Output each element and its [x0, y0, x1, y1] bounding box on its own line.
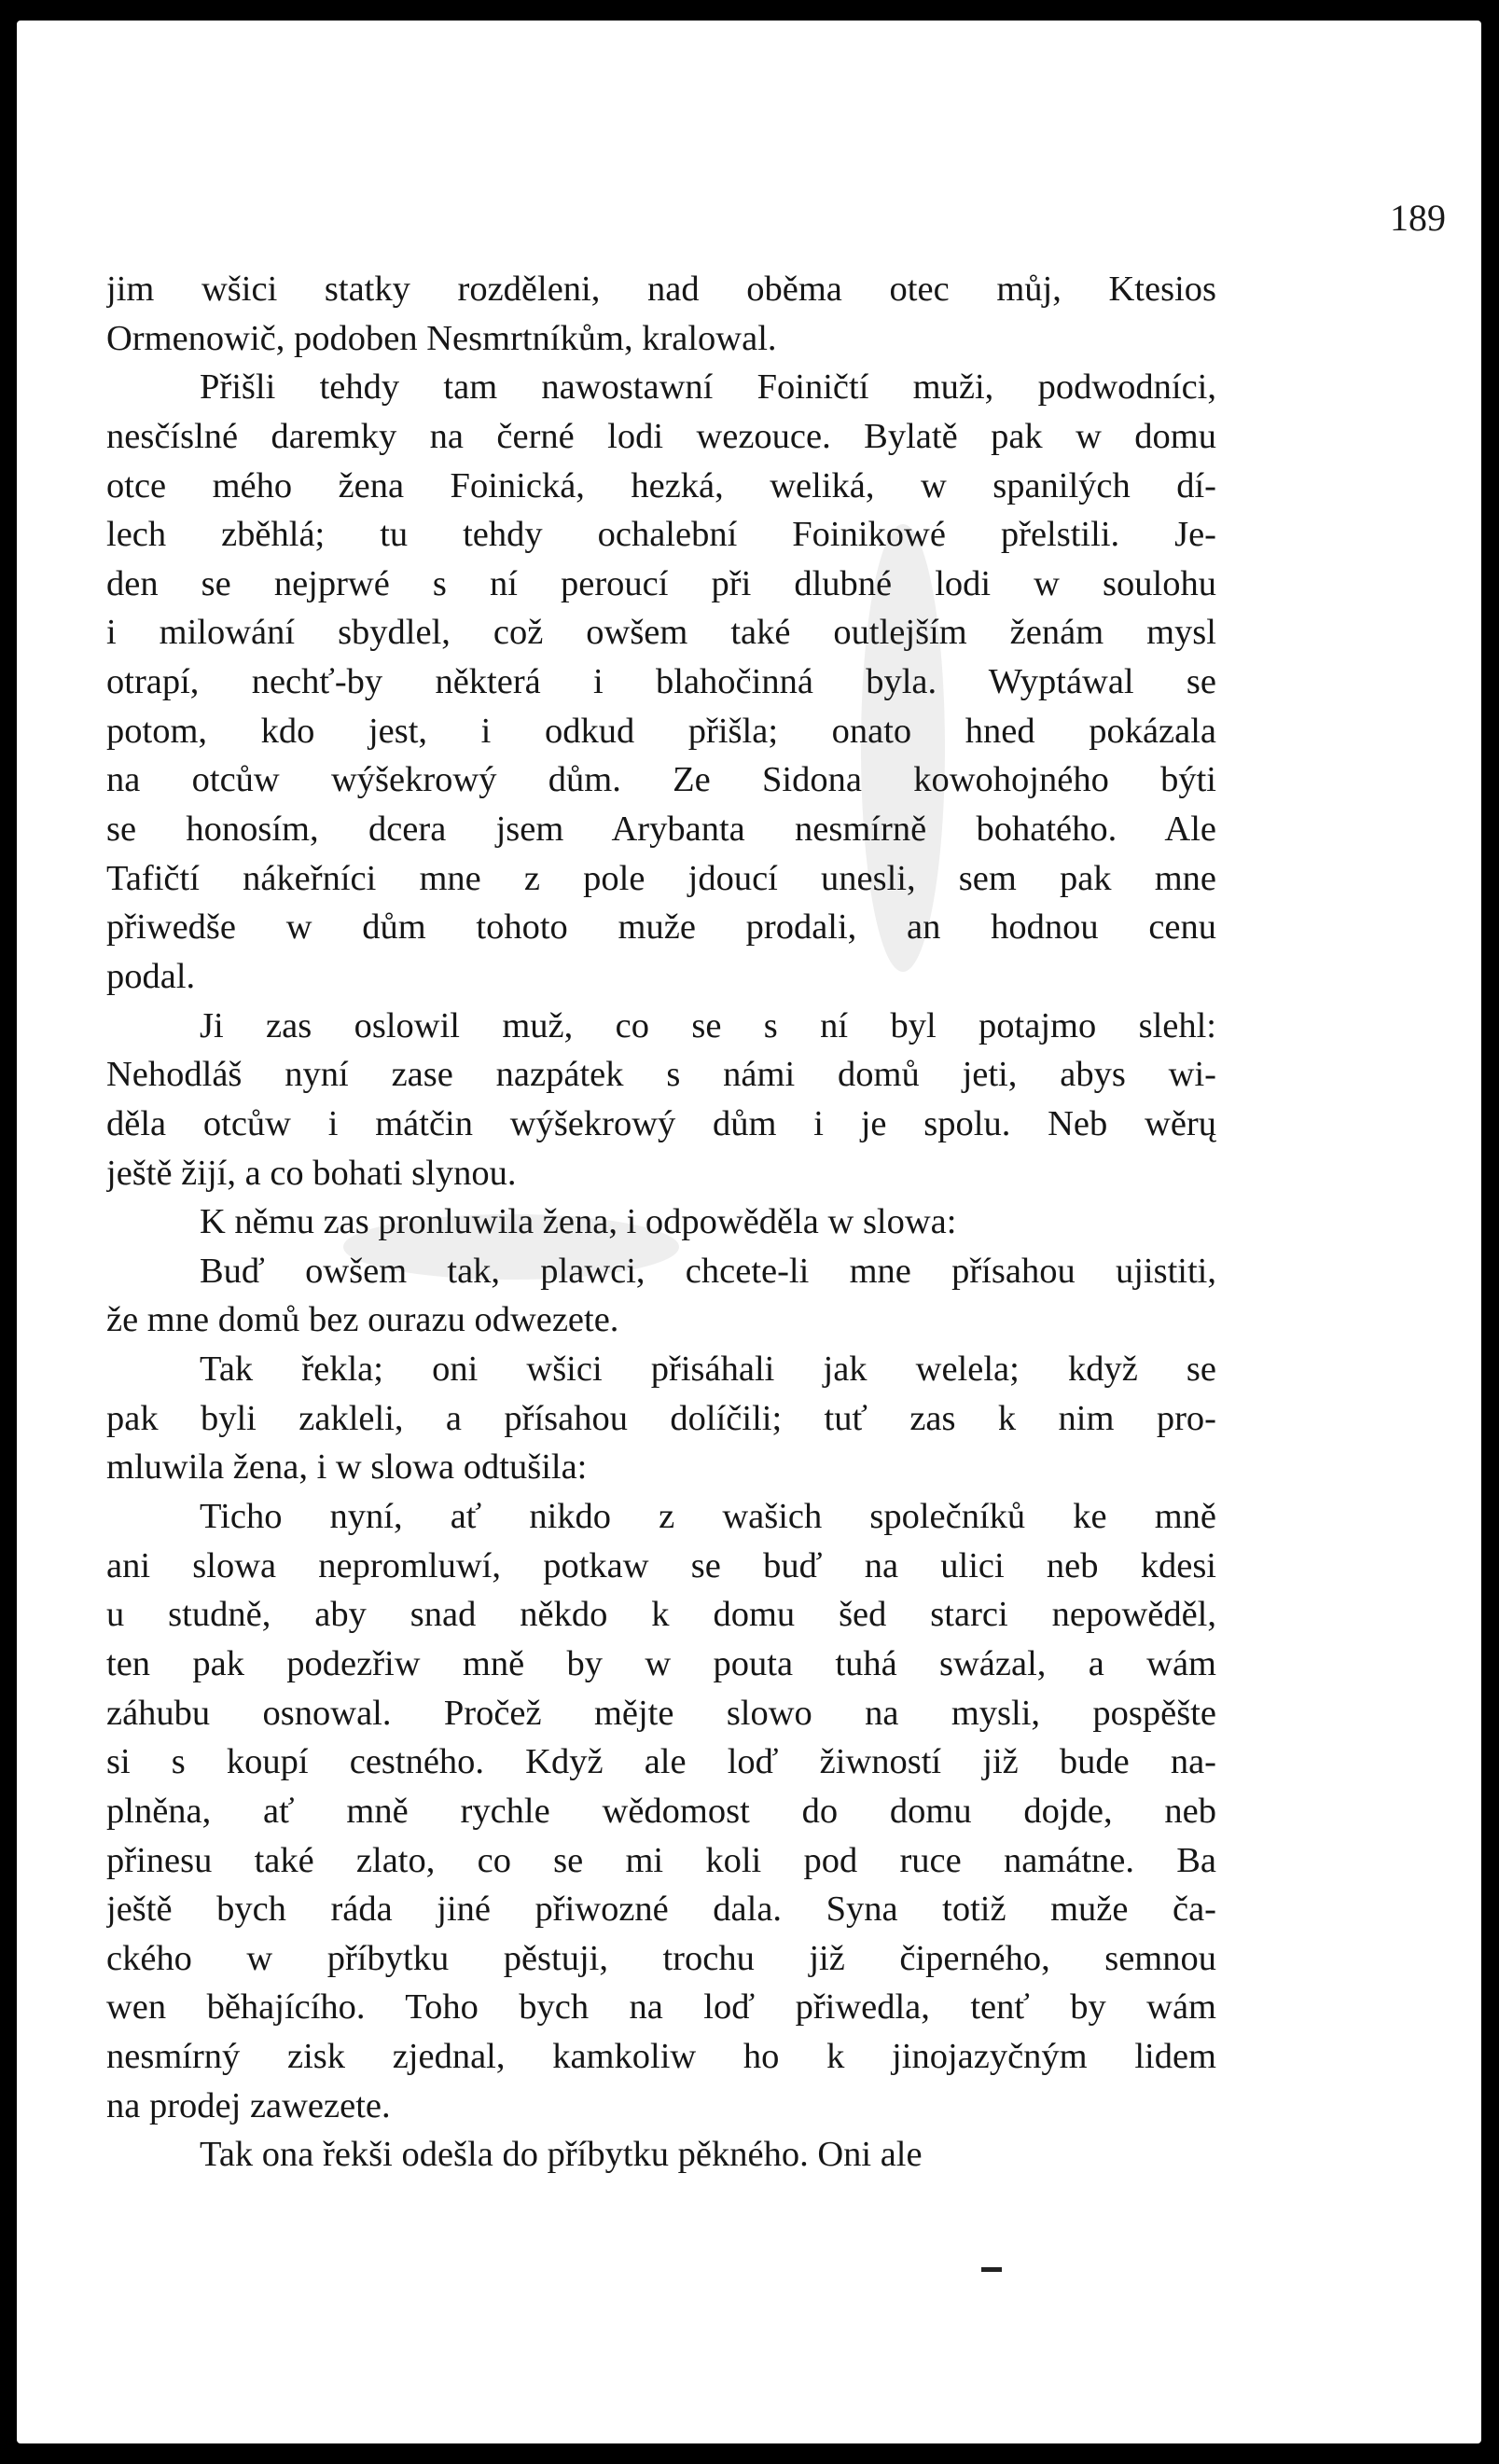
text-line: Tak ona řekši odešla do příbytku pěkného. Oni ale: [200, 2135, 923, 2175]
text-line: záhubu osnowal. Pročež mějte slowo na mysli, pospěšte: [106, 1693, 1216, 1733]
text-line: ještě bych ráda jiné přiwozné dala. Syna totiž muže ča-: [106, 1890, 1216, 1930]
text-line: Ormenowič, podoben Nesmrtníkům, kralowal.: [106, 318, 777, 358]
text-line: wen běhajícího. Toho bych na loď přiwedla, tenť by wám: [106, 1987, 1216, 2028]
text-line: na prodej zawezete.: [106, 2085, 391, 2125]
text-line: ten pak podezřiw mně by w pouta tuhá swázal, a wám: [106, 1643, 1216, 1683]
text-line: nesmírný zisk zjednal, kamkoliw ho k jinojazyčným lidem: [106, 2037, 1216, 2077]
text-line: nesčíslné daremky na černé lodi wezouce. Bylatě pak w domu: [106, 416, 1216, 456]
text-line: lech zběhlá; tu tehdy ochalební Foinikowé přelstili. Je-: [106, 515, 1216, 555]
text-line: přinesu také zlato, co se mi koli pod ruce namátne. Ba: [106, 1840, 1216, 1880]
text-line: se honosím, dcera jsem Arybanta nesmírně bohatého. Ale: [106, 810, 1216, 850]
text-line: Tafičtí nákeřníci mne z pole jdoucí unesli, sem pak mne: [106, 858, 1216, 898]
page-bottom-dash: [981, 2267, 1002, 2272]
text-line: že mne domů bez ourazu odwezete.: [106, 1300, 619, 1340]
paragraph: [106, 2130, 1216, 2180]
text-line: ani slowa nepromluwí, potkaw se buď na ulici neb kdesi: [106, 1545, 1216, 1585]
paragraph: [106, 265, 1216, 363]
paragraph: [106, 1345, 1216, 1492]
text-line: si s koupí cestného. Když ale loď žiwností již bude na-: [106, 1742, 1216, 1782]
paragraph: [106, 1197, 1216, 1247]
book-page: [17, 21, 1481, 2443]
text-line: Tak řekla; oni wšici přisáhali jak welela; když se: [200, 1350, 1216, 1390]
text-line: u studně, aby snad někdo k domu šed starci nepowěděl,: [106, 1595, 1216, 1635]
text-line: mluwila žena, i w slowa odtušila:: [106, 1447, 588, 1488]
text-line: podal.: [106, 956, 196, 996]
text-line: Přišli tehdy tam nawostawní Foiničtí muži, podwodníci,: [200, 367, 1216, 408]
text-line: den se nejprwé s ní peroucí při dlubné lodi w soulohu: [106, 563, 1216, 603]
text-line: děla otcůw i mátčin wýšekrowý dům i je spolu. Neb wěrų: [106, 1103, 1216, 1143]
text-line: plněna, ať mně rychle wědomost do domu dojde, neb: [106, 1791, 1216, 1831]
body-text: [106, 265, 1216, 2180]
paragraph: [106, 1492, 1216, 2130]
text-line: přiwedše w dům tohoto muže prodali, an hodnou cenu: [106, 907, 1216, 948]
paragraph: [106, 363, 1216, 1001]
page-number: 189: [1390, 197, 1446, 239]
text-line: potom, kdo jest, i odkud přišla; onato hned pokázala: [106, 711, 1216, 751]
paragraph: [106, 1247, 1216, 1345]
text-line: Buď owšem tak, plawci, chcete-li mne přísahou ujistiti,: [200, 1251, 1216, 1291]
text-line: otrapí, nechť-by některá i blahočinná byla. Wyptáwal se: [106, 662, 1216, 702]
text-line: K němu zas pronluwila žena, i odpowěděla w slowa:: [200, 1202, 957, 1242]
text-line: ckého w příbytku pěstuji, trochu již čiperného, semnou: [106, 1938, 1216, 1978]
text-line: Ticho nyní, ať nikdo z wašich společníků ke mně: [200, 1497, 1216, 1537]
text-line: ještě žijí, a co bohati slynou.: [106, 1153, 517, 1193]
text-line: na otcůw wýšekrowý dům. Ze Sidona kowohojného býti: [106, 760, 1216, 800]
text-line: pak byli zakleli, a přísahou dolíčili; tuť zas k nim pro-: [106, 1398, 1216, 1438]
paragraph: [106, 1002, 1216, 1198]
text-line: otce mého žena Foinická, hezká, weliká, w spanilých dí-: [106, 465, 1216, 505]
text-line: jim wšici statky rozděleni, nad oběma otec můj, Ktesios: [106, 270, 1216, 309]
text-line: i milowání sbydlel, což owšem také outlejším ženám mysl: [106, 613, 1216, 653]
text-line: Nehodláš nyní zase nazpátek s námi domů jeti, abys wi-: [106, 1055, 1216, 1095]
text-line: Ji zas oslowil muž, co se s ní byl potajmo slehl:: [200, 1005, 1216, 1045]
